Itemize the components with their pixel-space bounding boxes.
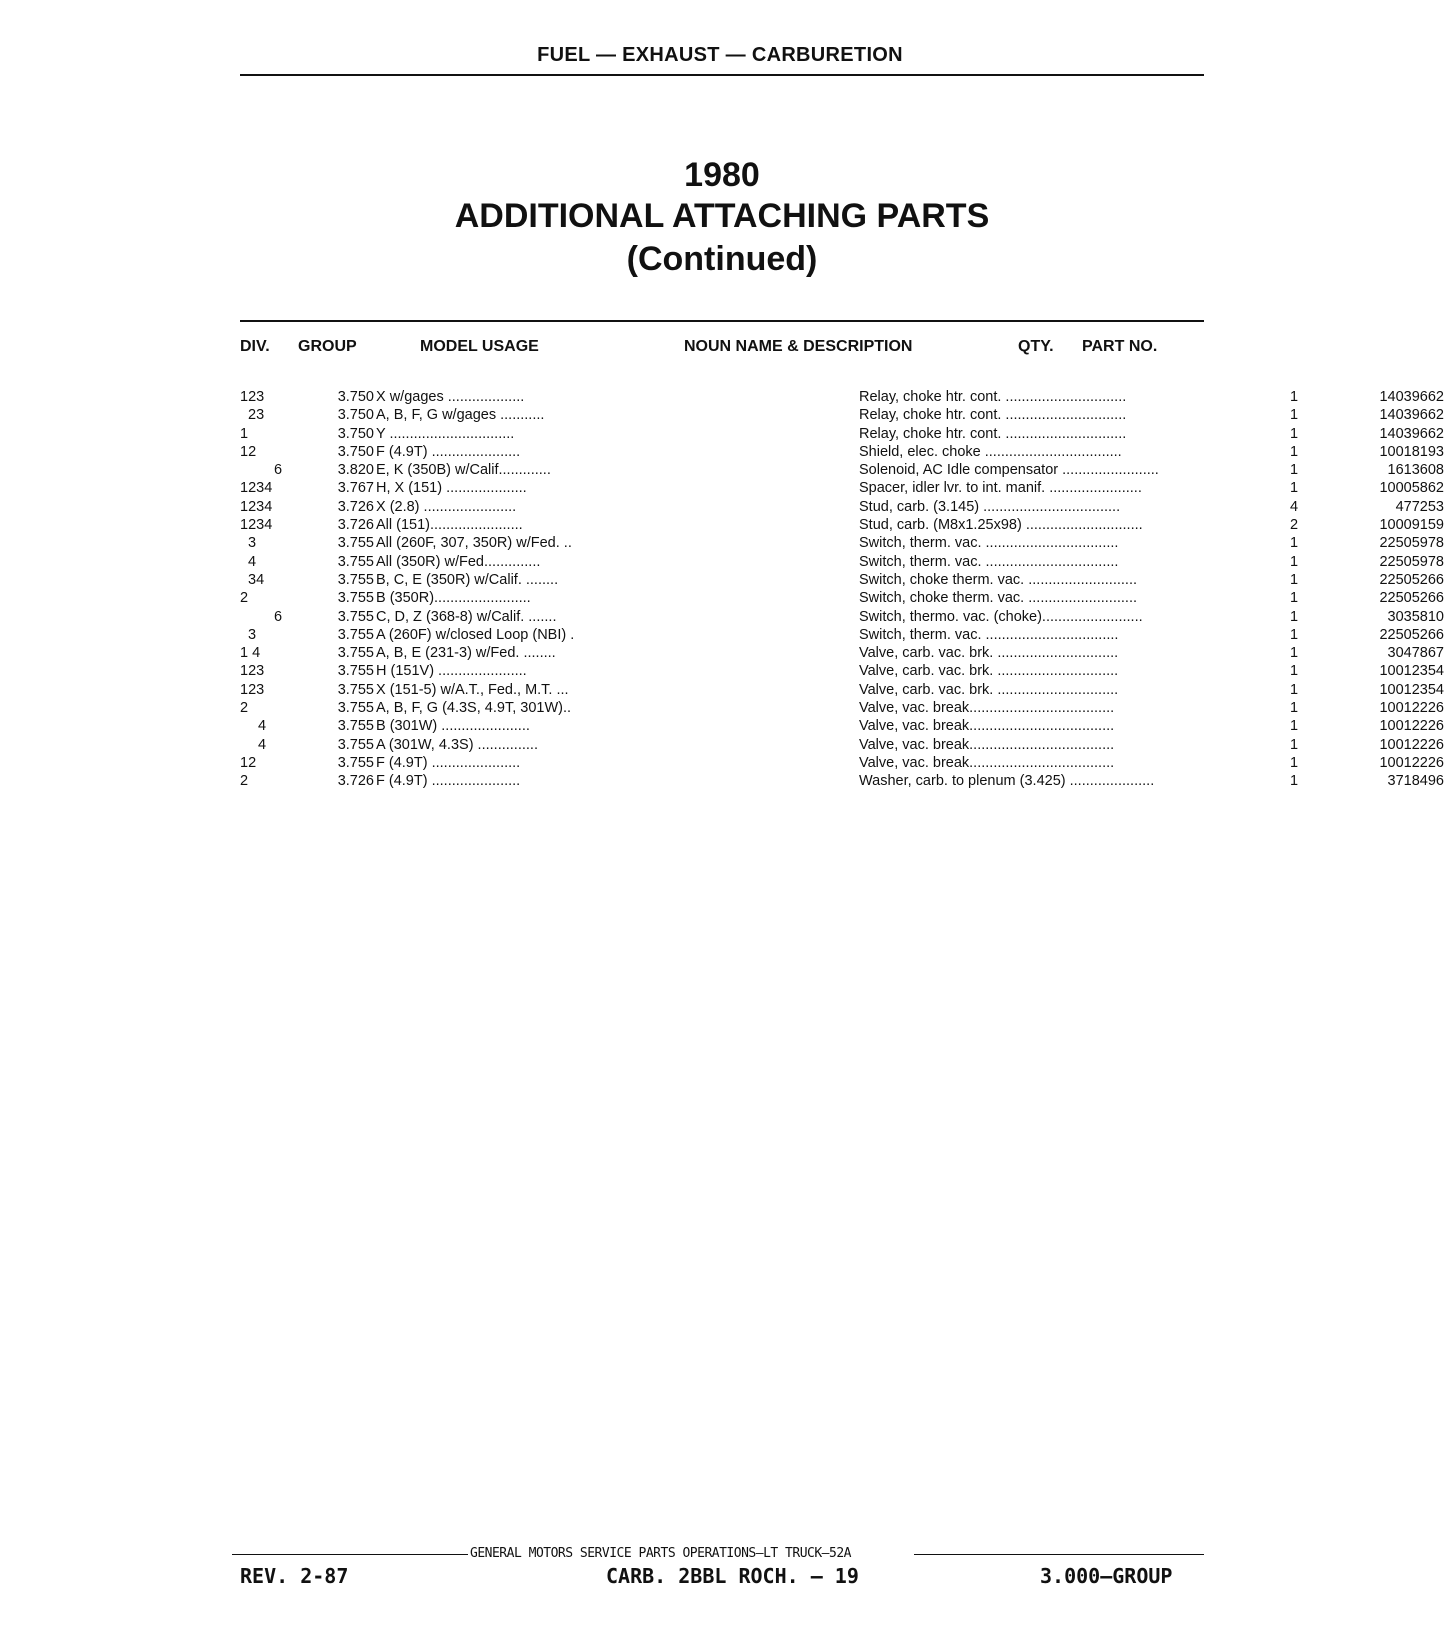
qty-cell: 1 [1289,462,1299,479]
part-number-cell: 22505978 [1379,553,1444,570]
qty-cell: 1 [1289,480,1299,497]
part-number-cell: 22505266 [1379,571,1444,588]
model-usage-cell: A (260F) w/closed Loop (NBI) . [376,626,575,643]
table-row [240,535,1444,553]
table-row [240,626,1444,645]
qty-cell: 2 [1289,517,1299,534]
table-top-rule [240,320,1204,322]
qty-cell: 4 [1289,498,1299,515]
qty-cell: 1 [1289,425,1299,442]
description-cell: Switch, choke therm. vac. ........................... [859,590,1137,607]
description-cell: Valve, vac. break.................................... [859,754,1115,771]
description-cell: Valve, carb. vac. brk. .............................. [859,663,1119,680]
model-usage-cell: All (260F, 307, 350R) w/Fed. .. [376,535,572,552]
title-main: ADDITIONAL ATTACHING PARTS [454,197,990,235]
table-row [240,718,1444,736]
div-cell: 2 [240,773,249,790]
part-number-cell: 1613608 [1387,462,1444,479]
table-row [240,773,1444,791]
model-usage-cell: B, C, E (350R) w/Calif. ........ [376,571,559,588]
model-usage-cell: A, B, F, G w/gages ........... [376,407,545,424]
footer-rule-right [914,1554,1204,1555]
div-cell: 4 [258,736,267,753]
table-row [240,736,1444,755]
table-row [240,462,1444,480]
group-cell: 3.755 [337,718,374,735]
div-cell: 6 [274,462,283,479]
description-cell: Switch, choke therm. vac. ........................... [859,571,1137,588]
part-number-cell: 3047867 [1387,645,1444,662]
description-cell: Valve, vac. break.................................... [859,736,1115,753]
description-cell: Relay, choke htr. cont. .............................. [859,407,1127,424]
part-number-cell: 14039662 [1379,389,1444,405]
group-cell: 3.755 [337,663,374,680]
description-cell: Washer, carb. to plenum (3.425) ..................... [859,773,1155,790]
part-number-cell: 3718496 [1387,773,1444,790]
table-row [240,700,1444,718]
col-header-part: PART NO. [1082,338,1158,355]
table-row [240,608,1444,627]
group-cell: 3.750 [337,407,374,424]
description-cell: Stud, carb. (M8x1.25x98) ............................. [859,517,1143,534]
table-row [240,754,1444,773]
part-number-cell: 14039662 [1379,425,1444,442]
description-cell: Solenoid, AC Idle compensator ........................ [859,462,1159,479]
qty-cell: 1 [1289,407,1299,424]
model-usage-cell: B (350R)........................ [376,590,531,607]
model-usage-cell: X (2.8) ....................... [376,498,517,515]
div-cell: 4 [248,553,257,570]
description-cell: Shield, elec. choke .................................. [859,443,1122,460]
footer-group: 3.000—GROUP [1040,1564,1173,1588]
div-cell: 1 4 [240,645,261,662]
description-cell: Valve, vac. break.................................... [859,718,1115,735]
table-row [240,425,1444,444]
part-number-cell: 22505266 [1379,590,1444,607]
part-number-cell: 22505266 [1379,626,1444,643]
model-usage-cell: F (4.9T) ...................... [376,773,521,790]
div-cell: 1234 [240,498,273,515]
group-cell: 3.755 [337,626,374,643]
model-usage-cell: A (301W, 4.3S) ............... [376,736,538,753]
group-cell: 3.755 [337,535,374,552]
description-cell: Switch, therm. vac. ................................. [859,553,1119,570]
div-cell: 123 [240,663,265,680]
model-usage-cell: Y ............................... [376,425,515,442]
div-cell: 2 [240,590,249,607]
title-continued: (Continued) [626,240,818,278]
table-row [240,498,1444,517]
div-cell: 1234 [240,517,273,534]
part-number-cell: 14039662 [1379,407,1444,424]
model-usage-cell: F (4.9T) ...................... [376,754,521,771]
table-row [240,389,1444,407]
description-cell: Valve, vac. break.................................... [859,700,1115,717]
table-row [240,553,1444,572]
div-cell: 3 [248,626,257,643]
section-header: FUEL — EXHAUST — CARBURETION [537,44,903,66]
div-cell: 3 [248,535,257,552]
table-row [240,663,1444,681]
model-usage-cell: X w/gages ................... [376,389,525,405]
div-cell: 4 [258,718,267,735]
qty-cell: 1 [1289,590,1299,607]
qty-cell: 1 [1289,389,1299,405]
table-row [240,645,1444,663]
qty-cell: 1 [1289,700,1299,717]
div-cell: 12 [240,754,257,771]
col-header-div: DIV. [240,338,270,355]
qty-cell: 1 [1289,718,1299,735]
group-cell: 3.755 [337,736,374,753]
group-cell: 3.726 [337,517,374,534]
group-cell: 3.755 [337,645,374,662]
model-usage-cell: E, K (350B) w/Calif............. [376,462,551,479]
part-number-cell: 10012226 [1379,718,1444,735]
col-header-qty: QTY. [1018,338,1054,355]
footer-revision: REV. 2-87 [240,1564,349,1588]
parts-table [240,389,1444,792]
part-number-cell: 10012354 [1379,681,1444,698]
qty-cell: 1 [1289,553,1299,570]
title-year: 1980 [684,156,760,194]
description-cell: Valve, carb. vac. brk. .............................. [859,681,1119,698]
table-row [240,480,1444,498]
part-number-cell: 10012226 [1379,754,1444,771]
model-usage-cell: A, B, E (231-3) w/Fed. ........ [376,645,556,662]
group-cell: 3.767 [337,480,374,497]
qty-cell: 1 [1289,535,1299,552]
div-cell: 1 [240,425,249,442]
description-cell: Switch, thermo. vac. (choke)......................... [859,608,1143,625]
qty-cell: 1 [1289,773,1299,790]
description-cell: Switch, therm. vac. ................................. [859,535,1119,552]
group-cell: 3.750 [337,425,374,442]
footer-rule-left [232,1554,468,1555]
part-number-cell: 3035810 [1387,608,1444,625]
qty-cell: 1 [1289,736,1299,753]
qty-cell: 1 [1289,663,1299,680]
part-number-cell: 10018193 [1379,443,1444,460]
model-usage-cell: A, B, F, G (4.3S, 4.9T, 301W).. [376,700,572,717]
div-cell: 6 [274,608,283,625]
table-row [240,571,1444,590]
col-header-group: GROUP [298,338,357,355]
qty-cell: 1 [1289,571,1299,588]
model-usage-cell: H, X (151) .................... [376,480,527,497]
div-cell: 123 [240,681,265,698]
qty-cell: 1 [1289,443,1299,460]
group-cell: 3.755 [337,681,374,698]
table-row [240,681,1444,700]
table-row [240,590,1444,608]
group-cell: 3.750 [337,389,374,405]
group-cell: 3.726 [337,773,374,790]
description-cell: Relay, choke htr. cont. .............................. [859,425,1127,442]
table-row [240,407,1444,425]
part-number-cell: 10012226 [1379,736,1444,753]
group-cell: 3.755 [337,571,374,588]
description-cell: Stud, carb. (3.145) .................................. [859,498,1121,515]
model-usage-cell: H (151V) ...................... [376,663,527,680]
group-cell: 3.755 [337,754,374,771]
part-number-cell: 10012226 [1379,700,1444,717]
group-cell: 3.820 [337,462,374,479]
part-number-cell: 22505978 [1379,535,1444,552]
qty-cell: 1 [1289,645,1299,662]
description-cell: Switch, therm. vac. ................................. [859,626,1119,643]
model-usage-cell: B (301W) ...................... [376,718,530,735]
div-cell: 1234 [240,480,273,497]
model-usage-cell: F (4.9T) ...................... [376,443,521,460]
model-usage-cell: X (151-5) w/A.T., Fed., M.T. ... [376,681,569,698]
group-cell: 3.755 [337,590,374,607]
group-cell: 3.726 [337,498,374,515]
group-cell: 3.755 [337,608,374,625]
footer-center-line: GENERAL MOTORS SERVICE PARTS OPERATIONS—LT TRUCK—52A [470,1546,851,1561]
model-usage-cell: C, D, Z (368-8) w/Calif. ....... [376,608,557,625]
div-cell: 34 [248,571,265,588]
part-number-cell: 10009159 [1379,517,1444,534]
description-cell: Valve, carb. vac. brk. .............................. [859,645,1119,662]
div-cell: 123 [240,389,265,405]
qty-cell: 1 [1289,681,1299,698]
table-row [240,443,1444,462]
group-cell: 3.755 [337,553,374,570]
col-header-desc: NOUN NAME & DESCRIPTION [684,338,913,355]
group-cell: 3.755 [337,700,374,717]
part-number-cell: 477253 [1395,498,1444,515]
part-number-cell: 10005862 [1379,480,1444,497]
div-cell: 12 [240,443,257,460]
part-number-cell: 10012354 [1379,663,1444,680]
footer-carb-page: CARB. 2BBL ROCH. — 19 [606,1564,859,1588]
model-usage-cell: All (350R) w/Fed.............. [376,553,541,570]
model-usage-cell: All (151)....................... [376,517,523,534]
qty-cell: 1 [1289,754,1299,771]
div-cell: 23 [248,407,265,424]
qty-cell: 1 [1289,626,1299,643]
div-cell: 2 [240,700,249,717]
group-cell: 3.750 [337,443,374,460]
qty-cell: 1 [1289,608,1299,625]
description-cell: Relay, choke htr. cont. .............................. [859,389,1127,405]
header-rule [240,74,1204,76]
col-header-model: MODEL USAGE [420,338,539,355]
description-cell: Spacer, idler lvr. to int. manif. ....................... [859,480,1142,497]
table-row [240,517,1444,535]
